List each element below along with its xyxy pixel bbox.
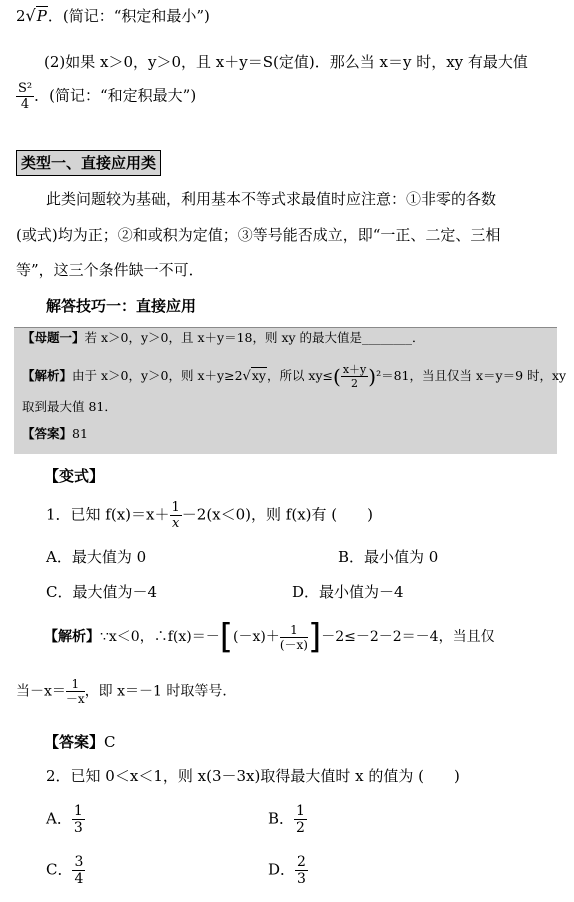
- intro-line-2: (2)如果 x＞0，y＞0，且 x＋y＝S(定值)．那么当 x＝y 时，xy 有最大值: [44, 53, 528, 71]
- example-frac-num: x＋y: [342, 363, 367, 376]
- q1-analysis-line2-num: 1: [66, 678, 85, 692]
- q1-stem-fraction: [170, 501, 182, 530]
- example-question-text: 若 x＞0，y＞0，且 x＋y＝18，则 xy 的最大值是________．: [84, 330, 425, 345]
- intro-frac-den: 4: [20, 97, 30, 112]
- q2-a-den: 3: [73, 820, 83, 836]
- q1-frac-den: x: [171, 516, 180, 531]
- paragraph-line-3: 等”，这三个条件缺一不可．: [16, 261, 204, 279]
- q1-analysis-frac-den: (－x): [279, 637, 308, 652]
- q1-option-a: A．最大值为 0: [46, 548, 147, 566]
- example-answer-value: 81: [72, 426, 88, 441]
- intro-line1-suffix: ．(简记：“积定和最小”): [47, 7, 210, 25]
- paragraph-line-1: 此类问题较为基础，利用基本不等式求最值时应注意：①非零的各数: [46, 190, 497, 208]
- q1-stem-p2: －2(x＜0)，则 f(x)有 ( ): [181, 505, 373, 524]
- q1-analysis-line2-p1: 当－x＝: [16, 683, 66, 700]
- q1-frac-num: 1: [171, 500, 180, 515]
- q2-option-d: [268, 855, 308, 886]
- q2-option-d-label: D．: [268, 860, 296, 879]
- q1-option-d: D．最小值为－4: [292, 583, 404, 601]
- example-analysis-sqrt: xy: [251, 368, 266, 383]
- q1-analysis-line-2: [16, 678, 236, 705]
- right-bracket: ]: [307, 617, 322, 657]
- example-analysis-line-2: 取到最大值 81．: [22, 399, 117, 414]
- q2-a-num: 1: [73, 803, 83, 819]
- q1-analysis-frac-num: 1: [280, 624, 308, 638]
- example-analysis-p2: ，所以 xy≤: [266, 368, 334, 383]
- example-analysis-tag: 【解析】: [22, 368, 73, 383]
- intro-sqrt-value: P: [36, 7, 47, 25]
- intro-frac-num: S²: [18, 81, 33, 96]
- intro-line3-suffix: ．(简记：“和定积最大”): [34, 86, 197, 105]
- q1-analysis-line2-den: －x: [65, 692, 85, 706]
- example-question: [22, 329, 425, 347]
- q1-analysis-line2-p2: ，即 x＝－1 时取等号．: [84, 683, 237, 700]
- sqrt-sign: √: [25, 6, 36, 25]
- technique-heading: 解答技巧一：直接应用: [46, 297, 197, 315]
- example-frac-den: 2: [351, 377, 359, 390]
- q2-option-d-fraction: [295, 855, 308, 886]
- sqrt-sign: √: [242, 369, 251, 384]
- section-heading: 类型一、直接应用类: [16, 150, 161, 176]
- q2-c-num: 3: [74, 854, 84, 870]
- q1-answer-value: C: [104, 733, 116, 751]
- q1-analysis-tag: 【解析】: [44, 629, 100, 645]
- example-answer-tag: 【答案】: [22, 426, 73, 441]
- q2-option-b-label: B．: [268, 809, 295, 828]
- q2-c-den: 4: [74, 871, 84, 887]
- q1-analysis-p1: ∵x＜0，∴f(x)＝－: [100, 629, 220, 645]
- q2-d-num: 2: [297, 854, 306, 870]
- q2-option-b-fraction: [294, 804, 307, 835]
- intro-line1-prefix: 2: [16, 7, 26, 25]
- q1-option-b: B．最小值为 0: [338, 548, 439, 566]
- q2-b-den: 2: [296, 820, 305, 836]
- q1-stem-p1: 1．已知 f(x)＝x＋: [46, 505, 170, 524]
- q2-option-a-fraction: [72, 804, 85, 835]
- q1-answer: [44, 732, 116, 752]
- right-paren: ): [368, 364, 377, 389]
- example-tag: 【母题一】: [22, 330, 85, 345]
- q1-analysis-line2-fraction: [66, 678, 85, 705]
- example-analysis-p3: ²＝81，当且仅当 x＝y＝9 时，xy: [376, 368, 567, 383]
- q1-stem: [46, 501, 373, 530]
- intro-line-3: [16, 82, 196, 111]
- left-paren: (: [333, 364, 341, 389]
- q2-option-c-fraction: [72, 855, 85, 886]
- q1-option-c: C．最大值为－4: [46, 583, 158, 601]
- q2-d-den: 3: [297, 871, 306, 887]
- q2-option-a: [46, 804, 85, 835]
- example-answer: [22, 425, 88, 443]
- q1-analysis-p2: －2≤－2－2＝－4，当且仅: [321, 629, 495, 645]
- intro-line-1: [16, 6, 210, 26]
- q2-option-a-label: A．: [46, 809, 72, 828]
- left-bracket: [: [219, 617, 233, 657]
- q1-analysis-inner1: (－x)＋: [232, 629, 280, 645]
- q2-b-num: 1: [296, 803, 305, 819]
- example-analysis-p1: 由于 x＞0，y＞0，则 x＋y≥2: [72, 368, 243, 383]
- q1-answer-tag: 【答案】: [44, 733, 105, 751]
- example-analysis-fraction: [341, 364, 368, 389]
- q1-analysis-line-1: [44, 617, 495, 657]
- variant-heading: 【变式】: [44, 467, 105, 485]
- q2-option-c-label: C．: [46, 860, 73, 879]
- paragraph-line-2: (或式)均为正；②和或积为定值；③等号能否成立，即“一正、二定、三相: [16, 226, 501, 244]
- q2-option-c: [46, 855, 85, 886]
- intro-fraction: [16, 82, 34, 111]
- q2-option-b: [268, 804, 307, 835]
- example-analysis-line-1: [22, 364, 566, 389]
- q1-analysis-fraction: [280, 624, 308, 651]
- q2-stem: 2．已知 0＜x＜1，则 x(3－3x)取得最大值时 x 的值为 ( ): [46, 767, 460, 785]
